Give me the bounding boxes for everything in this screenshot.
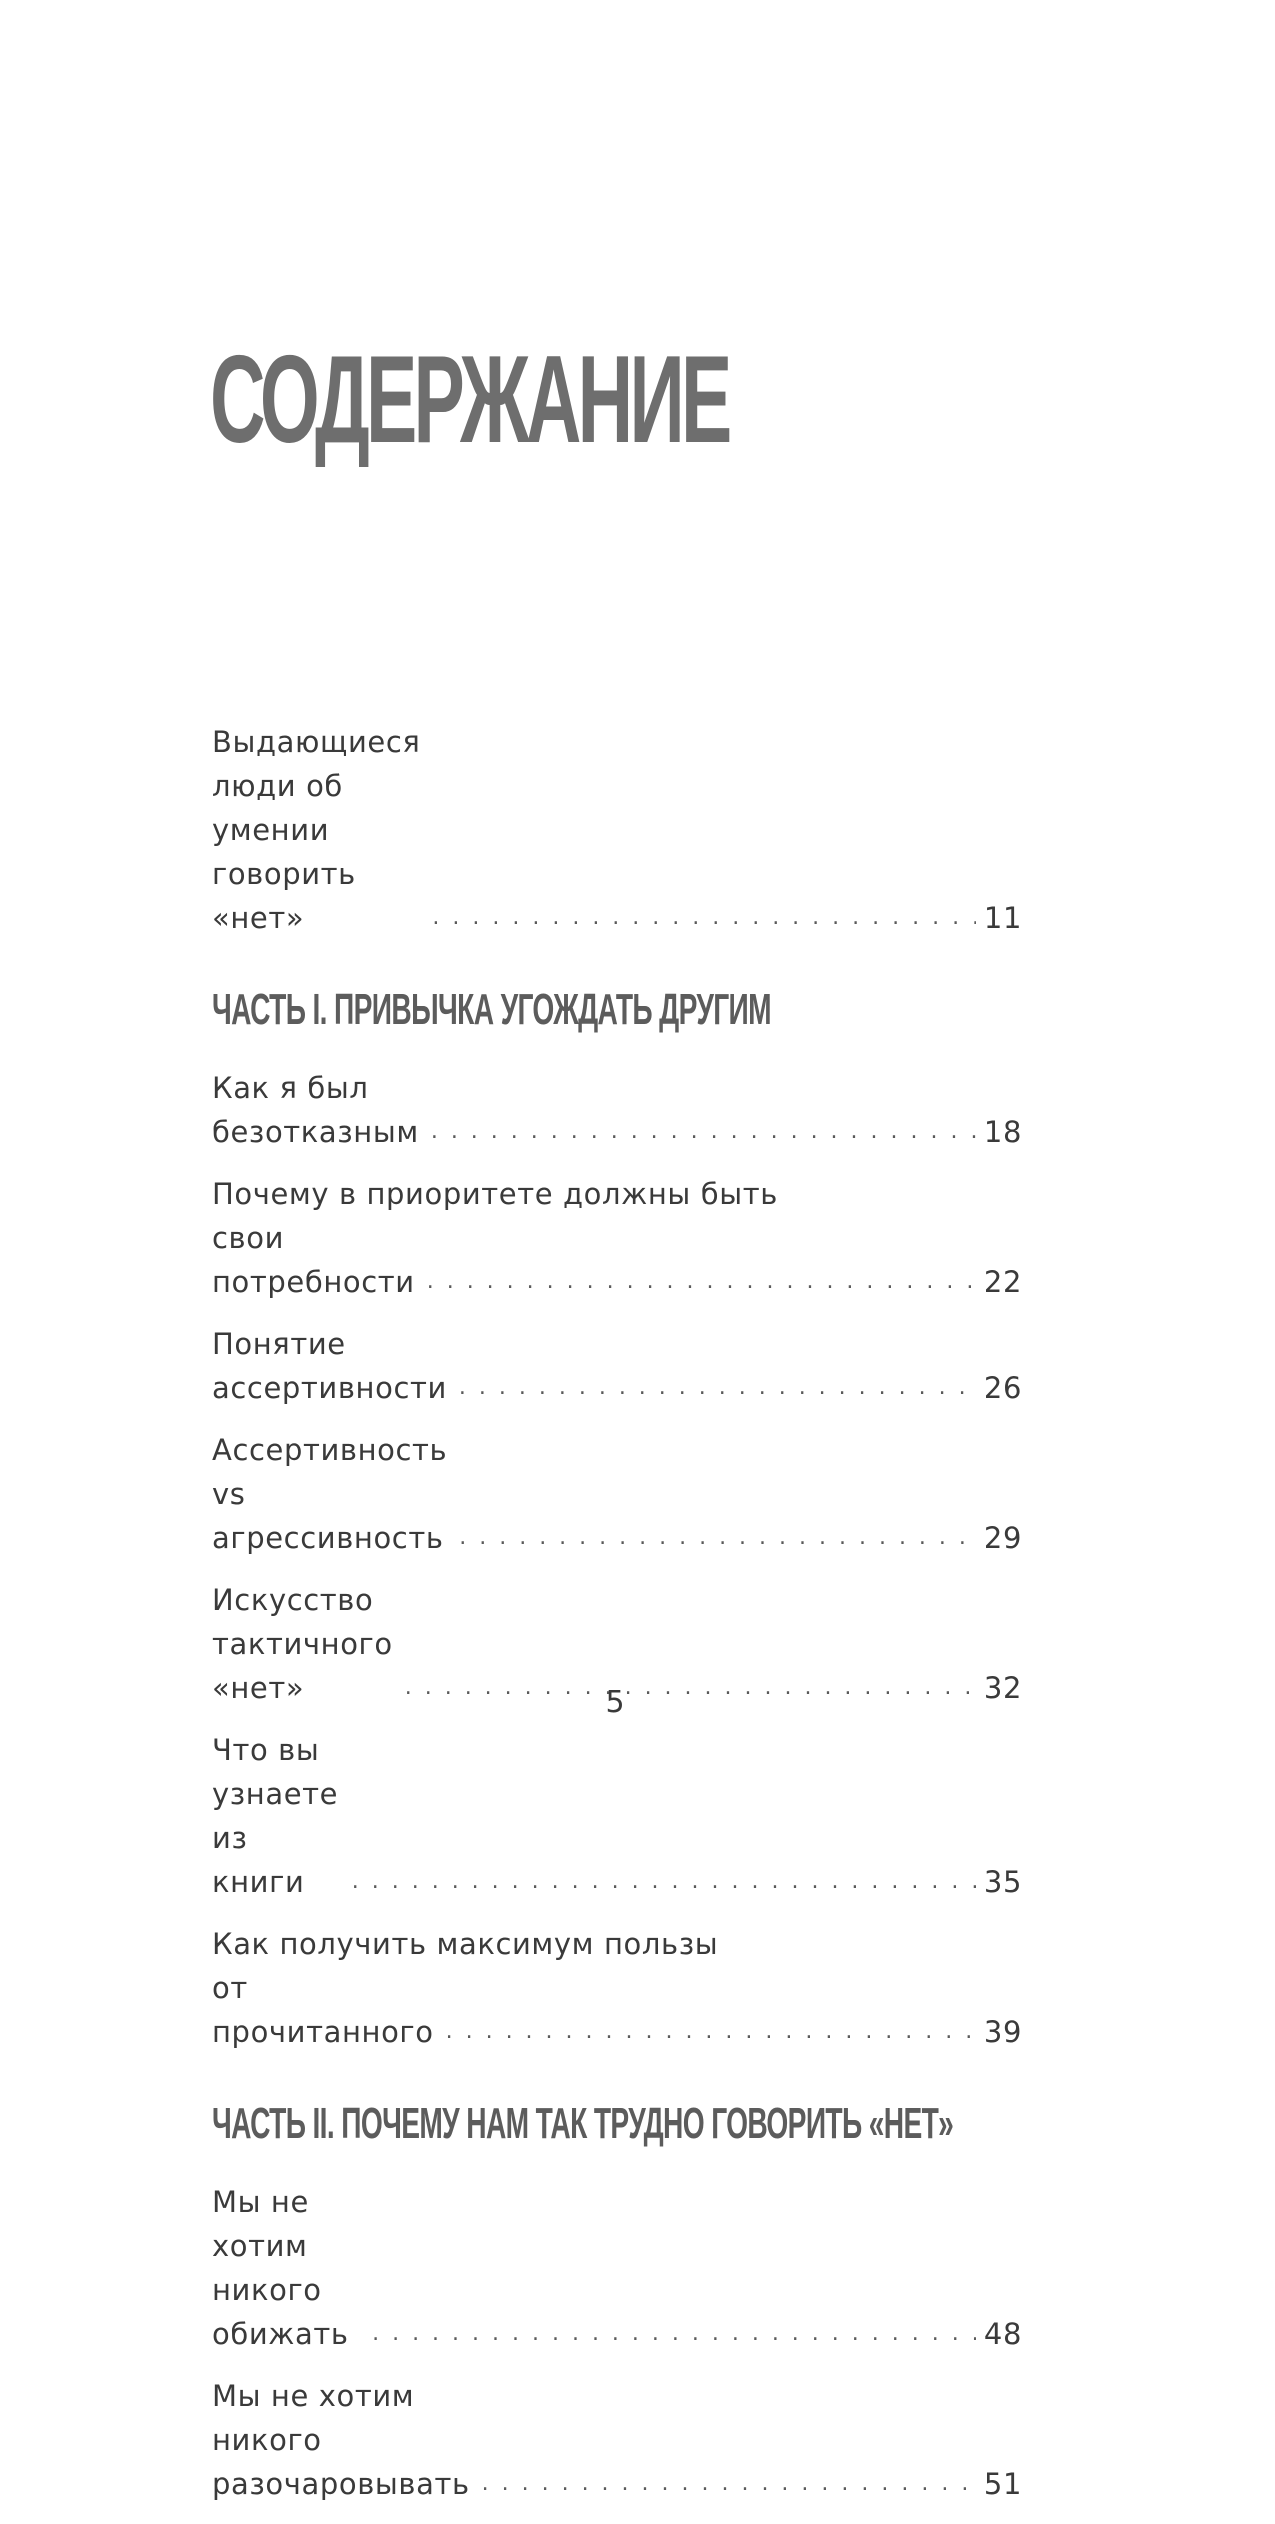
toc-entry-text: Как я был безотказным [212, 1071, 419, 1149]
part-2-heading: ЧАСТЬ II. ПОЧЕМУ НАМ ТАК ТРУДНО ГОВОРИТЬ «НЕТ» [212, 2099, 954, 2148]
toc-leader-dots [352, 1860, 976, 1904]
toc-entry-text-line1: Почему в приоритете должны быть [212, 1177, 778, 1211]
toc-entry [212, 1728, 1022, 1904]
part-2-heading-wrap [212, 2094, 1022, 2154]
toc-entry [212, 2180, 1022, 2356]
toc-leader-dots [431, 1110, 976, 1154]
toc-leader-dots [459, 1516, 976, 1560]
table-of-contents [212, 720, 1022, 2524]
toc-entry-page: 39 [983, 2015, 1022, 2049]
toc-entry-text: Мы не хотим никого обижать [212, 2185, 349, 2351]
toc-entry-multiline [212, 1922, 1022, 2054]
toc-leader-dots [459, 1366, 976, 1410]
toc-entry-text: Мы не хотим никого разочаровывать [212, 2379, 470, 2501]
toc-entry-page: 22 [983, 1265, 1022, 1299]
toc-leader-dots [432, 896, 975, 940]
toc-entry-page: 11 [983, 901, 1022, 935]
toc-entry [212, 2374, 1022, 2506]
toc-entry-page: 35 [983, 1865, 1022, 1899]
toc-leader-dots [427, 1260, 976, 1304]
toc-entry-text: от прочитанного [212, 1971, 434, 2049]
toc-entry-text: Что вы узнаете из книги [212, 1733, 339, 1899]
toc-leader-dots [482, 2462, 976, 2506]
toc-entry-intro [212, 720, 1022, 940]
toc-entry [212, 1066, 1022, 1154]
toc-entry-text: свои потребности [212, 1221, 415, 1299]
toc-entry-page: 26 [983, 1371, 1022, 1405]
toc-leader-dots [446, 2010, 976, 2054]
toc-entry-page: 51 [983, 2467, 1022, 2501]
part-1-heading: ЧАСТЬ I. ПРИВЫЧКА УГОЖДАТЬ ДРУГИМ [212, 985, 771, 1034]
toc-entry-page: 48 [983, 2317, 1022, 2351]
page-number: 5 [605, 1685, 625, 1720]
toc-entry-text: Выдающиеся люди об умении говорить «нет» [212, 725, 421, 935]
page-title: СОДЕРЖАНИЕ [210, 331, 729, 469]
toc-leader-dots [372, 2312, 976, 2356]
toc-entry [212, 1322, 1022, 1410]
toc-entry-page: 29 [983, 1521, 1022, 1555]
toc-entry-text-line1: Как получить максимум пользы [212, 1927, 719, 1961]
toc-entry-text: Ассертивность vs агрессивность [212, 1433, 448, 1555]
toc-entry-page: 32 [983, 1671, 1022, 1705]
toc-entry-page: 18 [983, 1115, 1022, 1149]
toc-entry-text: Искусство тактичного «нет» [212, 1583, 393, 1705]
toc-entry-text: Понятие ассертивности [212, 1327, 447, 1405]
part-1-heading-wrap [212, 980, 1022, 1040]
toc-entry-multiline [212, 1172, 1022, 1304]
toc-entry [212, 1428, 1022, 1560]
